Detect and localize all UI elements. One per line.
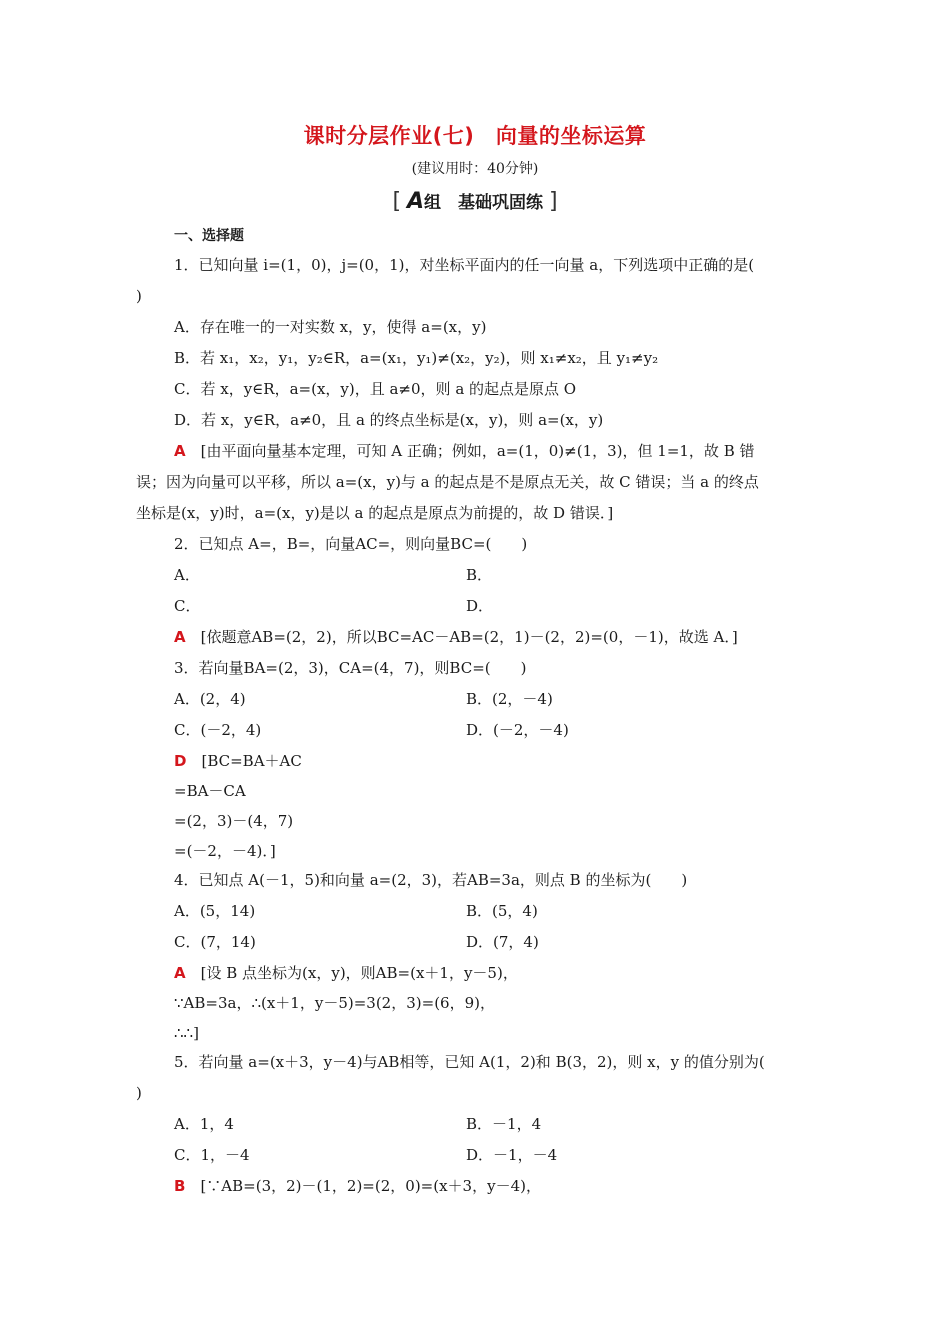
text-line xyxy=(174,993,495,1013)
text-line xyxy=(174,870,687,890)
text-line xyxy=(136,286,142,306)
text-line xyxy=(136,1083,142,1103)
line-text: [依题意AB=(2，2)，所以BC=AC－AB=(2，1)－(2，2)=(0，－1)，故选 A．] xyxy=(200,628,738,646)
text-line xyxy=(174,689,246,709)
text-line xyxy=(174,751,302,771)
text-line xyxy=(174,1176,541,1196)
line-text: A． xyxy=(174,566,200,584)
text-line xyxy=(174,811,293,831)
group-heading xyxy=(0,188,950,214)
answer-letter: A xyxy=(174,628,186,646)
text-line xyxy=(466,565,492,585)
line-text: D． xyxy=(466,597,494,615)
group-letter: A xyxy=(406,189,425,214)
text-line xyxy=(466,689,553,709)
text-line xyxy=(174,901,255,921)
text-line xyxy=(174,348,658,368)
text-line xyxy=(466,901,538,921)
text-line xyxy=(466,932,539,952)
text-line xyxy=(174,410,603,430)
page-title: 课时分层作业(七) 向量的坐标运算 xyxy=(303,124,647,148)
text-line xyxy=(174,841,276,861)
answer-letter: A xyxy=(174,442,186,460)
line-text: =(－2，－4)．] xyxy=(174,842,276,860)
text-line xyxy=(174,658,526,678)
line-text: ) xyxy=(136,1084,142,1102)
answer-letter: B xyxy=(174,1177,186,1195)
line-text: 坐标是(x，y)时，a=(x，y)是以 a 的起点是原点为前提的，故 D 错误．] xyxy=(136,504,614,522)
line-text: A．存在唯一的一对实数 x，y，使得 a=(x，y) xyxy=(174,318,487,336)
line-text: 3．若向量BA=(2，3)，CA=(4，7)，则BC=( ) xyxy=(174,659,527,677)
text-line xyxy=(174,932,256,952)
text-line xyxy=(174,534,527,554)
text-line xyxy=(174,781,246,801)
text-line xyxy=(174,1052,765,1072)
text-line xyxy=(174,720,261,740)
text-line xyxy=(174,1023,199,1043)
text-line xyxy=(174,596,200,616)
line-text: B．(2，－4) xyxy=(466,690,553,708)
line-text: A．1，4 xyxy=(174,1115,234,1133)
line-text: D．－1，－4 xyxy=(466,1146,558,1164)
line-text: C．1，－4 xyxy=(174,1146,250,1164)
line-text: D．若 x，y∈R，a≠0，且 a 的终点坐标是(x，y)，则 a=(x，y) xyxy=(174,411,604,429)
line-text: B．－1，4 xyxy=(466,1115,542,1133)
line-text: 1．已知向量 i=(1，0)，j=(0，1)，对坐标平面内的任一向量 a，下列选项中正确的是( xyxy=(174,256,755,274)
line-text: ∴∴] xyxy=(174,1024,199,1042)
line-text: C．若 x，y∈R，a=(x，y)，且 a≠0，则 a 的起点是原点 O xyxy=(174,380,577,398)
text-line xyxy=(174,317,486,337)
line-text: B． xyxy=(466,566,493,584)
text-line xyxy=(174,441,755,461)
text-line xyxy=(466,596,493,616)
text-line xyxy=(466,720,569,740)
line-text: C．(7，14) xyxy=(174,933,256,951)
line-text: ) xyxy=(136,287,142,305)
line-text: =BA－CA xyxy=(174,782,246,800)
line-text: 5．若向量 a=(x＋3，y－4)与AB相等，已知 A(1，2)和 B(3，2)，则 x，y 的值分别为( xyxy=(174,1053,765,1071)
text-line xyxy=(174,255,754,275)
line-text: [由平面向量基本定理，可知 A 正确；例如，a=(1，0)≠(1，3)，但 1=1，故 B 错 xyxy=(200,442,755,460)
line-text: [BC=BA＋AC xyxy=(201,752,302,770)
line-text: [∵AB=(3，2)－(1，2)=(2，0)=(x＋3，y－4)， xyxy=(200,1177,541,1195)
text-line xyxy=(174,627,738,647)
line-text: D．(7，4) xyxy=(466,933,539,951)
line-text: 4．已知点 A(－1，5)和向量 a=(2，3)，若AB=3a，则点 B 的坐标为( ) xyxy=(174,871,688,889)
group-bracket-open: [ xyxy=(392,189,402,214)
line-text: A．(2，4) xyxy=(174,690,246,708)
line-text: C． xyxy=(174,597,201,615)
text-line xyxy=(174,1145,250,1165)
text-line xyxy=(174,963,518,983)
text-line xyxy=(466,1145,557,1165)
answer-letter: D xyxy=(174,752,187,770)
text-line xyxy=(136,472,759,492)
line-text: B．若 x₁，x₂，y₁，y₂∈R，a=(x₁，y₁)≠(x₂，y₂)，则 x₁≠x₂，且 y₁≠y₂ xyxy=(174,349,659,367)
answer-letter: A xyxy=(174,964,186,982)
text-line xyxy=(136,503,613,523)
line-text: D．(－2，－4) xyxy=(466,721,569,739)
line-text: 误；因为向量可以平移，所以 a=(x，y)与 a 的起点是不是原点无关，故 C 错误；当 a 的终点 xyxy=(136,473,759,491)
line-text: [设 B 点坐标为(x，y)，则AB=(x＋1，y－5)， xyxy=(200,964,518,982)
text-line xyxy=(174,565,200,585)
line-text: =(2，3)－(4，7) xyxy=(174,812,294,830)
line-text: C．(－2，4) xyxy=(174,721,262,739)
line-text: 2．已知点 A=，B=，向量AC=，则向量BC=( ) xyxy=(174,535,528,553)
time-note: (建议用时：40分钟) xyxy=(411,161,539,177)
line-text: A．(5，14) xyxy=(174,902,256,920)
text-line xyxy=(466,1114,541,1134)
text-line xyxy=(174,379,576,399)
group-bracket-close: ] xyxy=(548,189,558,214)
section-heading: 一、选择题 xyxy=(174,228,244,244)
group-label: 组 基础巩固练 xyxy=(424,193,544,213)
line-text: ∵AB=3a，∴(x＋1，y－5)=3(2，3)=(6，9)， xyxy=(174,994,495,1012)
text-line xyxy=(174,1114,234,1134)
line-text: B．(5，4) xyxy=(466,902,538,920)
